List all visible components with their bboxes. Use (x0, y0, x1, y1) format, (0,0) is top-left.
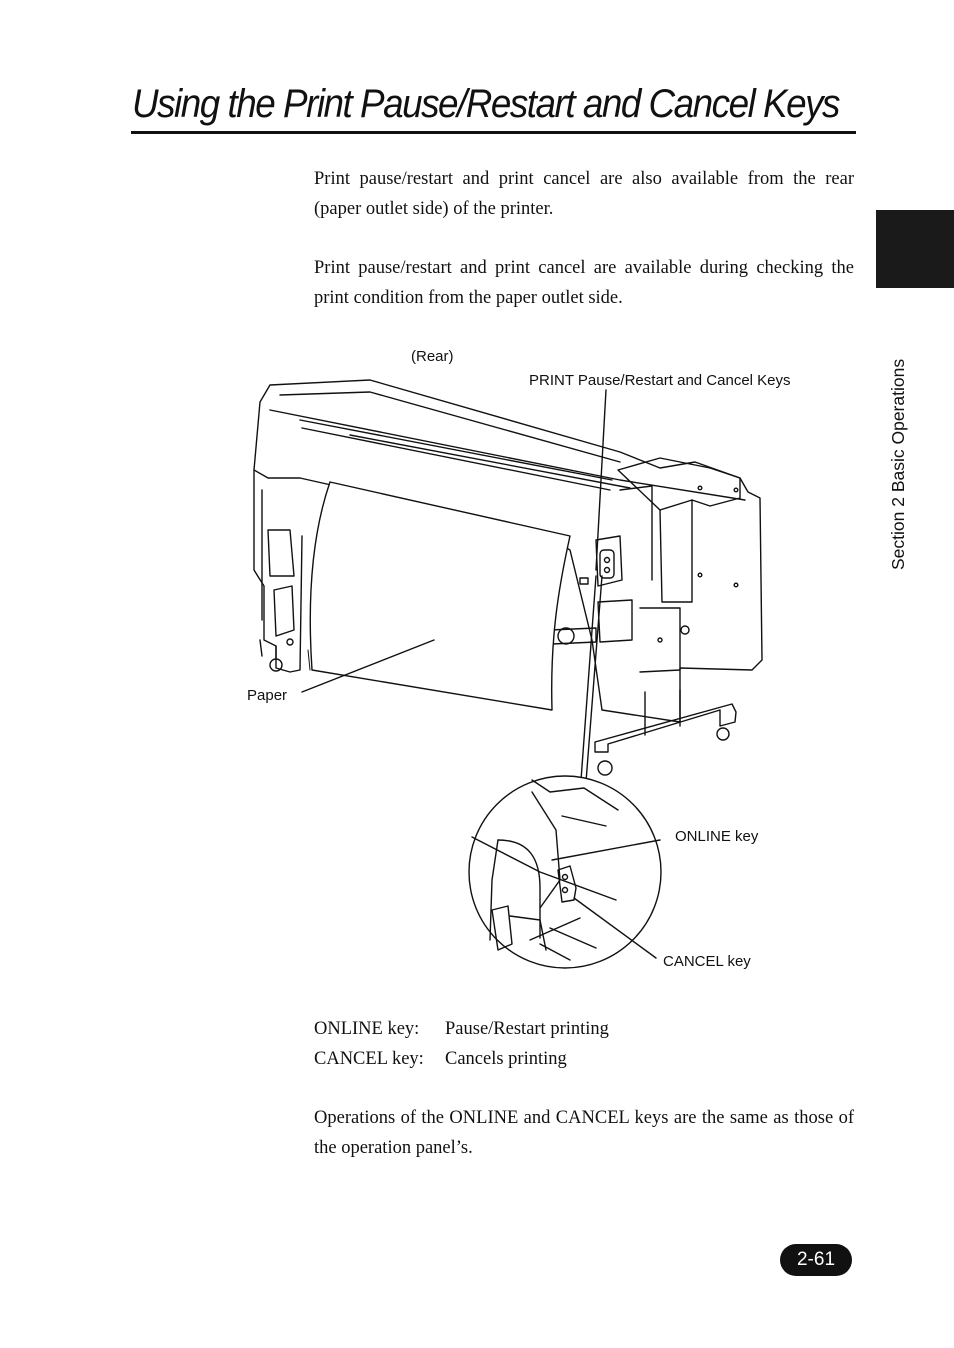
pause-restart-cancel-keys-label: PRINT Pause/Restart and Cancel Keys (529, 372, 791, 389)
key-description-row (314, 1015, 609, 1045)
online-key-name: ONLINE key: (314, 1019, 420, 1039)
cancel-key-label: CANCEL key (663, 953, 751, 970)
key-description-row (314, 1045, 609, 1075)
section-tab (876, 210, 954, 288)
key-descriptions (314, 1015, 609, 1074)
page-number: 2-61 (780, 1244, 852, 1276)
cancel-key-name: CANCEL key: (314, 1048, 424, 1069)
online-key-desc: Pause/Restart printing (445, 1019, 609, 1039)
rear-label: (Rear) (411, 348, 454, 365)
section-label: Section 2 Basic Operations (888, 358, 908, 570)
printer-rear-figure (240, 340, 840, 990)
online-key-label: ONLINE key (675, 828, 759, 845)
printer-illustration (240, 340, 840, 990)
closing-paragraph: Operations of the ONLINE and CANCEL keys are the same as those of the operation panel’s. (314, 1108, 854, 1158)
page-title: Using the Print Pause/Restart and Cancel Keys (132, 82, 839, 126)
intro-paragraph-2: Print pause/restart and print cancel are available during checking the print condition from the paper outlet side. (314, 258, 854, 308)
paper-label: Paper (247, 687, 288, 704)
intro-paragraph-1: Print pause/restart and print cancel are also available from the rear (paper outlet side) of the printer. (314, 169, 854, 219)
title-rule (131, 131, 856, 134)
cancel-key-desc: Cancels printing (445, 1048, 567, 1069)
